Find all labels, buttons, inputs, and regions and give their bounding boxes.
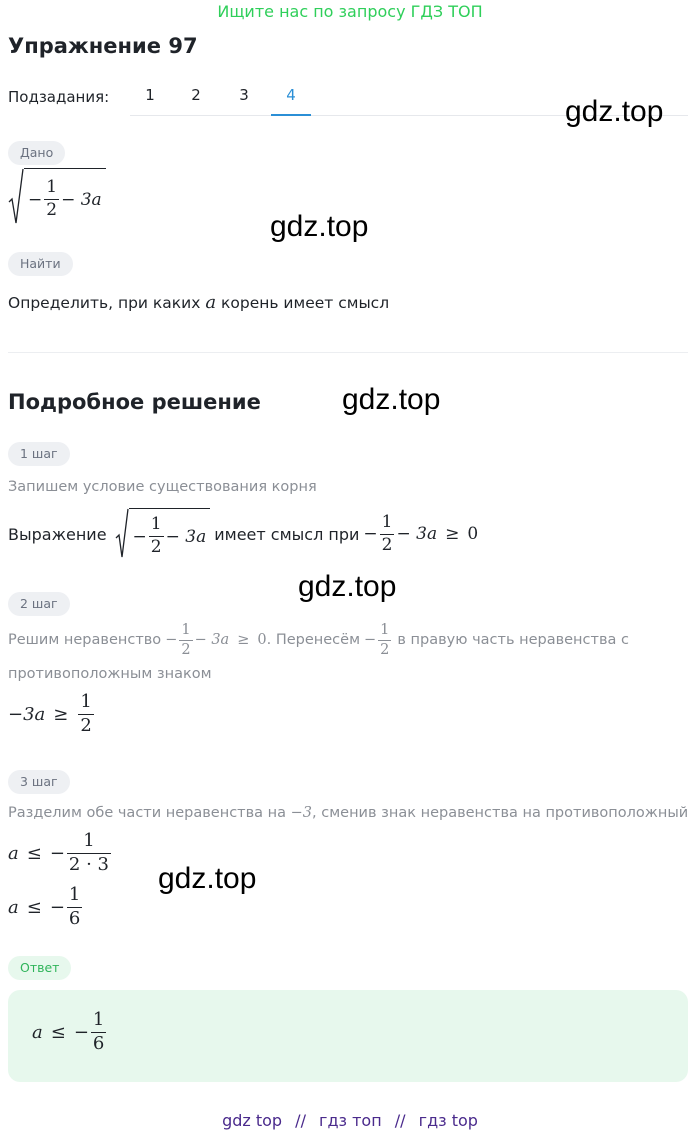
- answer-expression: a ≤ − $\frac{1}{6}$: [32, 1009, 105, 1054]
- step3-line2: a ≤ − $\frac{1}{6}$: [8, 884, 81, 929]
- step2-badge: 2 шаг: [8, 592, 70, 616]
- footer-link[interactable]: гдз топ: [319, 1111, 382, 1130]
- answer-box: [8, 990, 688, 1082]
- watermark: gdz.top: [342, 383, 441, 416]
- step3-description: Разделим обе части неравенства на −3, сменив знак неравенства на противоположный: [8, 805, 689, 821]
- watermark: gdz.top: [565, 95, 664, 128]
- tab-subtask-3[interactable]: 3: [239, 86, 249, 104]
- fraction: $\frac{1}{2}$: [46, 177, 58, 220]
- given-expression: [8, 168, 106, 226]
- footer-separator: //: [295, 1111, 306, 1130]
- tab-subtask-2[interactable]: 2: [191, 86, 201, 104]
- page-title: Упражнение 97: [8, 34, 198, 58]
- watermark: gdz.top: [298, 570, 397, 603]
- step1-description: Запишем условие существования корня: [8, 479, 317, 495]
- step2-description: Решим неравенство − $\frac{1}{2}$ − 3a ≥ 0 . Перенесём − $\frac{1}{2}$ в правую часть неравенства с: [8, 622, 629, 658]
- sqrt-expression: [8, 168, 106, 226]
- tab-subtask-1[interactable]: 1: [145, 86, 155, 104]
- term: − 3a: [61, 189, 102, 210]
- watermark: gdz.top: [158, 862, 257, 895]
- footer-links: [0, 1111, 700, 1130]
- step3-line1: a ≤ − $\frac{1}{2 \cdot 3}$: [8, 830, 109, 875]
- divider: [8, 352, 688, 353]
- promo-banner[interactable]: Ищите нас по запросу ГДЗ ТОП: [217, 2, 483, 21]
- given-badge: Дано: [8, 141, 65, 165]
- footer-separator: //: [394, 1111, 406, 1130]
- answer-badge: Ответ: [8, 956, 71, 980]
- footer-link[interactable]: гдз top: [418, 1111, 478, 1130]
- step3-badge: 3 шаг: [8, 770, 70, 794]
- watermark: gdz.top: [270, 210, 369, 243]
- step2-result: −3a ≥ $\frac{1}{2}$: [8, 691, 92, 736]
- find-badge: Найти: [8, 252, 73, 276]
- minus-sign: −: [28, 189, 43, 210]
- subtasks-label: Подзадания:: [8, 88, 110, 106]
- step2-description-cont: противоположным знаком: [8, 666, 212, 682]
- step1-badge: 1 шаг: [8, 442, 70, 466]
- step1-expression: Выражение − $\frac{1}{2}$ − 3a имеет смысл при − $\frac{1}{2}$ − 3a ≥ 0: [8, 508, 478, 560]
- radical-sign-icon: [115, 508, 129, 560]
- variable: a: [205, 292, 217, 313]
- sqrt-expression: − $\frac{1}{2}$ − 3a: [115, 508, 211, 560]
- find-text: Определить, при каких a корень имеет смысл: [8, 292, 390, 313]
- solution-title: Подробное решение: [8, 390, 261, 414]
- footer-link[interactable]: gdz top: [222, 1111, 283, 1130]
- radical-sign-icon: [8, 168, 24, 226]
- tab-subtask-4[interactable]: 4: [271, 86, 311, 116]
